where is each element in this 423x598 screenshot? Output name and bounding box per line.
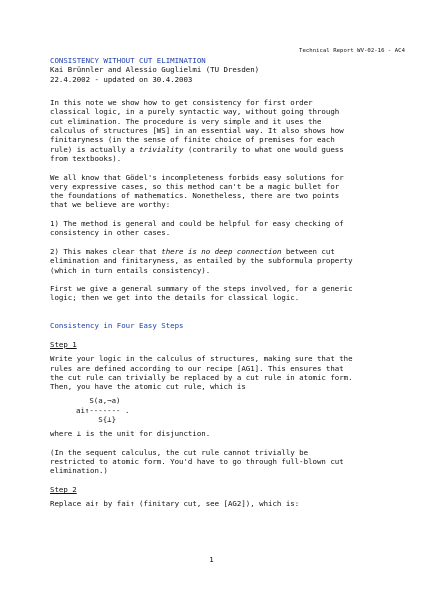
section-heading: Consistency in Four Easy Steps — [50, 321, 184, 331]
godel-line: very expressive cases, so this method can't be a magic bullet for — [50, 181, 340, 191]
date: 22.4.2002 - updated on 30.4.2003 — [50, 74, 193, 84]
note-line: (In the sequent calculus, the cut rule cannot trivially be — [50, 447, 309, 457]
intro-line: In this note we show how to get consistency for first order — [50, 98, 313, 108]
point-1-paragraph — [50, 219, 400, 238]
step-1-line: rules are defined according to our recipe [AG1]. This ensures that — [50, 363, 344, 373]
step-1-line: Write your logic in the calculus of structures, making sure that the — [50, 354, 353, 364]
godel-line: that we believe are worthy: — [50, 200, 171, 210]
intro-line — [50, 145, 400, 154]
intro-line: finitaryness (in the sense of finite choice of premises for each — [50, 135, 335, 145]
godel-line: the foundations of mathematics. Nonetheless, there are two points — [50, 191, 340, 201]
intro-text: (contrarily to what one would guess — [183, 144, 344, 154]
point-1-line: 1) The method is general and could be helpful for easy checking of — [50, 219, 344, 229]
point-2-text: 2) This makes clear that — [50, 246, 162, 256]
step-2-line: Replace ai↑ by fai↑ (finitary cut, see [AG2]), which is: — [50, 499, 300, 509]
emphasis-no-deep-connection: there is no deep connection — [161, 246, 282, 256]
atomic-cut-formula — [50, 396, 400, 424]
formula-rule: ai↑------- . — [76, 405, 130, 415]
step-1-note — [50, 448, 400, 476]
document-title: CONSISTENCY WITHOUT CUT ELIMINATION — [50, 56, 206, 65]
summary-line: First we give a general summary of the steps involved, for a generic — [50, 284, 353, 294]
point-1-line: consistency in other cases. — [50, 228, 171, 238]
godel-line: We all know that Gödel's incompleteness forbids easy solutions for — [50, 172, 344, 182]
report-id: Technical Report WV-02-16 - AC4 — [299, 48, 405, 54]
step-2-heading: Step 2 — [50, 485, 77, 495]
intro-line: calculus of structures [WS] in an essential way. It also shows how — [50, 126, 344, 136]
emphasis-triviality: triviality — [139, 144, 184, 154]
summary-line: logic; then we get into the details for classical logic. — [50, 293, 300, 303]
point-2-paragraph — [50, 247, 400, 275]
note-line: restricted to atomic form. You'd have to go through full-blown cut — [50, 457, 344, 467]
step-1-heading: Step 1 — [50, 339, 77, 349]
where-line: where ⊥ is the unit for disjunction. — [50, 429, 211, 439]
step-1-line: Then, you have the atomic cut rule, which is — [50, 382, 246, 392]
authors: Kai Brünnler and Alessio Guglielmi (TU Dresden) — [50, 65, 260, 75]
step-1-line: the cut rule can trivially be replaced by a cut rule in atomic form. — [50, 372, 353, 382]
document-body — [50, 56, 400, 509]
intro-line: cut elimination. The procedure is very simple and it uses the — [50, 116, 322, 126]
point-2-line: elimination and finitaryness, as entailed by the subformula property — [50, 256, 353, 266]
godel-paragraph — [50, 173, 400, 210]
note-line: elimination.) — [50, 466, 108, 476]
point-2-text: between cut — [281, 246, 335, 256]
formula-premise: S(a,¬a) — [76, 396, 121, 406]
intro-text: rule) is actually a — [50, 144, 139, 154]
step-1-paragraph — [50, 354, 400, 391]
intro-line: classical logic, in a purely syntactic way, without going through — [50, 107, 340, 117]
point-2-line — [50, 247, 400, 256]
summary-paragraph — [50, 284, 400, 303]
intro-paragraph — [50, 98, 400, 163]
page-number: 1 — [209, 555, 214, 564]
point-2-line: (which in turn entails consistency). — [50, 265, 211, 275]
intro-line: from textbooks). — [50, 153, 122, 163]
formula-conclusion: S{⊥} — [76, 414, 117, 424]
